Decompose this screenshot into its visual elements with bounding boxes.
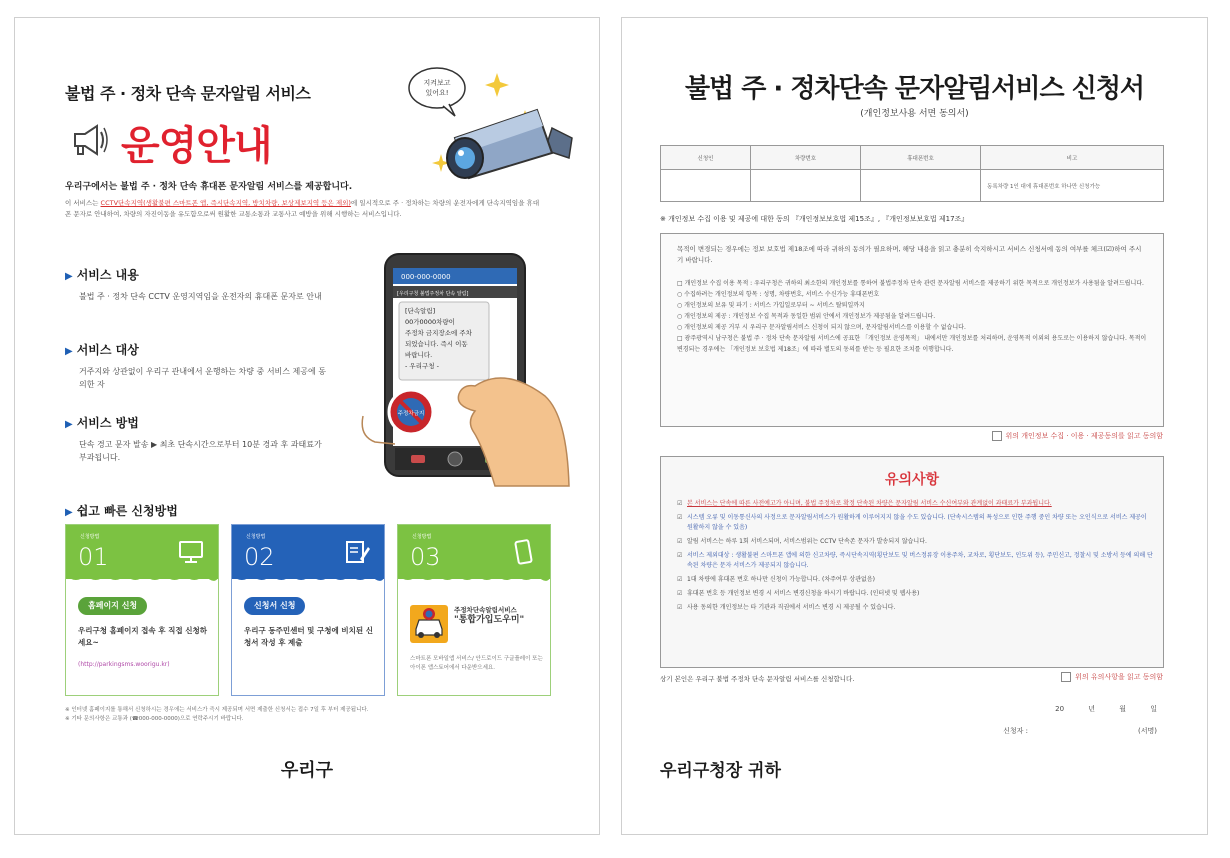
triangle-bullet-icon: ▶: [65, 271, 73, 282]
desc-suffix: 에 일시적으로 주 · 정차하는 차량의 운전자에게 단속지역임을 휴대폰 문자로 안내하여, 차량의 자진이동을 유도함으로써 원활한 교통소통과 교통사고 예방을 위해 시행하는 서비스입니다.: [65, 199, 540, 218]
car-number-field[interactable]: [751, 170, 861, 202]
privacy-law-heading: ※ 개인정보 수집 이용 및 제공에 대한 동의 『개인정보보호법 제15조』, 『개인정보보호법 제17조』: [660, 215, 969, 223]
notice-item: ☑ 휴대폰 번호 등 개인정보 변경 시 서비스 변경신청을 하시기 바랍니다. (인터넷 및 웹사용): [677, 589, 1153, 599]
header-applicant: 신청인: [661, 146, 751, 170]
notice-item: ☑ 사용 동의한 개인정보는 타 기관과 직권에서 서비스 변경 시 제공될 수 있습니다.: [677, 603, 1153, 613]
app-title: "통합가입도우미": [454, 615, 525, 625]
applicant-field[interactable]: [661, 170, 751, 202]
section-target-body: 거주지와 상관없이 우리구 관내에서 운행하는 차량 중 서비스 제공에 동의한 자: [79, 367, 326, 389]
signer-label: 신청자 :: [1003, 727, 1028, 735]
method-card-form[interactable]: [231, 524, 385, 696]
pencil-document-icon: [344, 539, 370, 565]
left-title: 불법 주 · 정차 단속 문자알림 서비스: [65, 84, 311, 103]
desc-excluded-areas: CCTV단속지역(생활불편 스마트폰 앱, 즉시단속지역, 방치차량, 보상제보지역 등은 제외): [100, 199, 351, 207]
notice-item: ☑ 알림 서비스는 하루 1회 서비스되며, 서비스범위는 CCTV 단속존 문자가 발송되지 않습니다.: [677, 537, 1153, 547]
megaphone-icon: [67, 120, 109, 160]
privacy-consent-box: [660, 233, 1164, 427]
card-header: [66, 525, 218, 579]
operation-guide-title: 운영안내: [121, 123, 272, 169]
header-car-number: 차량번호: [751, 146, 861, 170]
card-number: 03: [410, 543, 441, 571]
right-page-application-form: [621, 17, 1208, 835]
cctv-camera-icon: [397, 58, 577, 198]
card-number: 01: [78, 543, 109, 571]
phone-illustration: [355, 246, 571, 496]
section-method-heading: [65, 414, 139, 431]
no-parking-sign-text: 주정차금지: [397, 411, 425, 417]
app-name-label: [454, 605, 524, 625]
notice-box: [660, 456, 1164, 668]
smartphone-icon: [510, 539, 536, 565]
phone-number: 000-000-0000: [401, 273, 451, 281]
desc-prefix: 이 서비스는: [65, 199, 101, 207]
checkbox-icon[interactable]: [992, 431, 1002, 441]
date-line[interactable]: 20 년 월 일: [1055, 705, 1157, 713]
app-service-name: 주정차단속알림서비스: [454, 606, 517, 614]
homepage-url-link[interactable]: (http://parkingsms.woorigu.kr): [78, 661, 170, 668]
header-phone-number: 휴대폰번호: [861, 146, 981, 170]
app-download-desc: 스마트폰 모바일앱 서비스/ 안드로이드 구글플레이 또는 아이폰 앱스토어에서 다운받으세요.: [410, 656, 543, 671]
card-small-label: 신청방법: [412, 534, 432, 540]
sms-line-4: 되었습니다. 즉시 이동: [405, 340, 468, 348]
card-body-text: 우리구청 홈페이지 접속 후 직접 신청하세요~: [78, 626, 207, 647]
card-small-label: 신청방법: [80, 534, 100, 540]
privacy-agree-label: 위의 개인정보 수집 · 이용 · 제공동의를 읽고 동의함: [1005, 432, 1163, 440]
card-small-label: 신청방법: [246, 534, 266, 540]
privacy-item: ○ 개인정보의 보유 및 파기 : 서비스 가입일로부터 ~ 서비스 탈퇴일까지: [677, 302, 865, 309]
method-card-app[interactable]: [397, 524, 551, 696]
left-footer-org: 우리구: [280, 760, 334, 781]
footnotes: [65, 706, 565, 724]
section-content-body: 불법 주 · 정차 단속 CCTV 운영지역임을 운전자의 휴대폰 문자로 안내: [79, 292, 322, 301]
header-remark: 비고: [981, 146, 1164, 170]
car-icon: [410, 605, 448, 643]
privacy-item: □ 광주광역시 남구청은 불법 주 · 정차 단속 문자알림 서비스에 공표한 「개인정보 운영목적」 내에서만 개인정보를 처리하며, 운영목적 이외의 용도로는 이용하지 않습니다. 목적이 변경되는 경우에는 「개인정보 보호법 제18조」에 따라 별도의 동의를 받는 등 필요한 조치를 이행합니다.: [677, 335, 1147, 353]
privacy-intro: 목적이 변경되는 경우에는 정보 보호법 제18조에 따라 귀하의 동의가 필요하며, 해당 내용을 읽고 충분히 숙지하시고 서비스 신청서에 동의 여부를 체크(☑)하여 주시기 바랍니다.: [677, 245, 1142, 264]
form-title: 불법 주 · 정차단속 문자알림서비스 신청서: [684, 74, 1145, 104]
form-subtitle: (개인정보사용 서면 동의서): [860, 109, 969, 119]
privacy-item: ○ 개인정보의 제공 : 개인정보 수집 목적과 동일한 범위 안에서 개인정보가 제공됨을 알려드립니다.: [677, 313, 936, 320]
card-number: 02: [244, 543, 275, 571]
application-methods: [65, 524, 551, 696]
bubble-text-1: 지켜보고: [423, 79, 451, 87]
card-header: [398, 525, 550, 579]
remark-note: 동록차량 1인 대에 휴대폰번호 하나만 신청가능: [981, 170, 1164, 202]
triangle-bullet-icon: ▶: [65, 419, 73, 430]
homepage-apply-pill: 홈페이지 신청: [78, 597, 147, 615]
addressee: 우리구청장 귀하: [660, 761, 781, 781]
notice-agree-label: 위의 유의사항을 읽고 동의함: [1075, 673, 1163, 681]
section-target-heading: [65, 341, 139, 358]
applicant-table: [660, 145, 1164, 202]
privacy-item: ○ 개인정보의 제공 거부 시 우리구 문자알림서비스 신청이 되지 않으며, 문자알림서비스를 이용할 수 없습니다.: [677, 324, 966, 331]
privacy-item: ○ 수집하려는 개인정보의 항목 : 성명, 차량번호, 서비스 수신가능 휴대폰번호: [677, 291, 880, 298]
bubble-text-2: 있어요!: [425, 89, 449, 97]
checkbox-icon[interactable]: [1061, 672, 1071, 682]
howto-heading-text: 쉽고 빠른 신청방법: [76, 504, 178, 518]
footnote-1: ※ 인터넷 홈페이지를 통해서 신청하시는 경우에는 서비스가 즉시 제공되며 서면 제출한 신청서는 접수 7일 후 부터 제공됩니다.: [65, 707, 369, 713]
triangle-bullet-icon: ▶: [65, 507, 73, 518]
phone-sms-header: [우리구청 불법주정차 단속 알림]: [397, 291, 469, 297]
notice-item: ☑ 본 서비스는 단속에 따른 사전예고가 아니며, 불법 주정차로 확정 단속된 차량은 문자알림 서비스 수신여부와 관계없이 과태료가 부과됩니다.: [677, 499, 1153, 509]
sms-line-2: 00가0000차량이: [405, 318, 455, 326]
section-content-heading: [65, 266, 139, 283]
triangle-bullet-icon: ▶: [65, 346, 73, 357]
notice-item: ☑ 서비스 제외대상 : 생활불편 스마트폰 앱에 의한 신고차량, 즉시단속지역(횡단보도 및 버스정류장 이용주차, 교차로, 횡단보도, 인도위 등), 주민신고, 정찰시 및 소방서 등에 의해 단속된 차량은 문자 서비스가 제공되지 않습니다.: [677, 551, 1153, 571]
privacy-agree-checkbox[interactable]: [992, 431, 1164, 441]
apply-statement: 상기 본인은 우리구 불법 주정차 단속 문자알림 서비스를 신청합니다.: [660, 675, 855, 683]
intro-text: 우리구에서는 불법 주 · 정차 단속 휴대폰 문자알림 서비스를 제공합니다.: [65, 182, 353, 192]
section-heading-text: 서비스 대상: [76, 343, 139, 357]
notice-items: [677, 499, 1153, 617]
privacy-item: □ 개인정보 수집 이용 목적 : 우리구청은 귀하의 최소한의 개인정보를 통하여 불법주정차 단속 관련 문자알림 서비스를 제공하기 위한 목적으로 개인정보가 사용됨을 알려드립니다.: [677, 280, 1144, 287]
sign-label: (서명): [1138, 727, 1157, 735]
card-body-text: 우리구 동주민센터 및 구청에 비치된 신청서 작성 후 제출: [244, 626, 373, 647]
section-heading-text: 서비스 내용: [76, 268, 139, 282]
howto-heading: [65, 502, 178, 519]
sms-line-1: [단속알림]: [405, 307, 436, 315]
card-header: [232, 525, 384, 579]
sms-line-6: - 우리구청 -: [405, 362, 439, 370]
notice-item: ☑ 1대 차량에 휴대폰 번호 하나만 신청이 가능합니다. (차주여부 상관없음): [677, 575, 1153, 585]
service-description: [65, 198, 545, 220]
left-page-flyer: [14, 17, 600, 835]
phone-number-field[interactable]: [861, 170, 981, 202]
privacy-items: [677, 278, 1153, 355]
notice-title: 유의사항: [884, 472, 940, 488]
footnote-2: ※ 기타 문의사항은 교통과 (☎000-000-0000)으로 연락주시기 바랍니다.: [65, 716, 244, 722]
method-card-homepage[interactable]: [65, 524, 219, 696]
monitor-icon: [178, 539, 204, 565]
notice-agree-checkbox[interactable]: [1061, 672, 1163, 682]
sms-line-3: 주정차 금지장소에 주차: [405, 329, 472, 337]
signature-line[interactable]: [1003, 726, 1157, 736]
section-heading-text: 서비스 방법: [76, 416, 139, 430]
sms-line-5: 바랍니다.: [405, 351, 433, 359]
notice-item: ☑ 시스템 오류 및 이동통신사의 사정으로 문자알림서비스가 원활하게 이루어지지 않을 수도 있습니다. (단속시스템의 특성으로 인한 주행 중인 차량 또는 오인식으로 서비스 제공이 원활하지 않을 수 있음): [677, 513, 1153, 533]
section-method-body: 단속 경고 문자 발송 ▶ 최초 단속시간으로부터 10분 경과 후 과태료가 부과됩니다.: [79, 440, 322, 462]
form-apply-pill: 신청서 신청: [244, 597, 305, 615]
